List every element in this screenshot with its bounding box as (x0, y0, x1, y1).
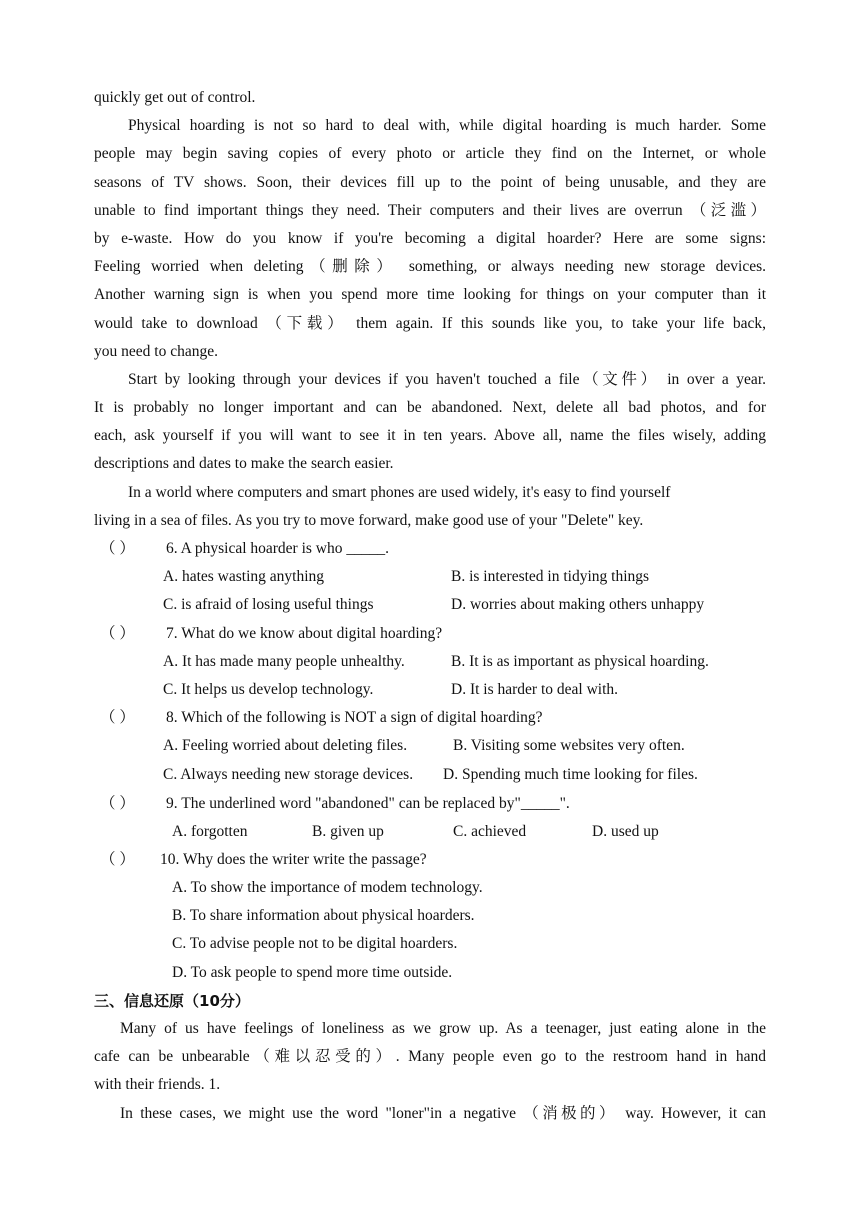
passage-line: Physical hoarding is not so hard to deal with, while digital hoarding is much harder. Some (128, 117, 766, 135)
answer-blank[interactable]: （ ） (100, 850, 135, 868)
answer-blank[interactable]: （ ） (100, 794, 135, 812)
option-b: B. To share information about physical hoarders. (172, 907, 475, 925)
question-stem: 10. Why does the writer write the passage? (160, 850, 427, 868)
passage-line: each, ask yourself if you will want to see it in ten years. Above all, name the files wisely, adding (94, 427, 766, 445)
reading-passage (94, 84, 766, 535)
passage-line: unable to find important things they need. Their computers and their lives are overrun （泛滥） (94, 201, 766, 219)
passage-line: by e-waste. How do you know if you're becoming a digital hoarder? Here are some signs: (94, 229, 766, 247)
option-d: D. worries about making others unhappy (451, 596, 705, 614)
question-stem: 7. What do we know about digital hoarding? (166, 624, 443, 642)
option-d: D. It is harder to deal with. (451, 680, 619, 698)
section-heading: 三、信息还原（10分） (94, 991, 250, 1010)
passage-line: would take to download （下载） them again. If this sounds like you, to take your life back, (94, 314, 766, 332)
option-a: A. forgotten (172, 822, 248, 840)
option-c: C. It helps us develop technology. (163, 680, 374, 698)
option-d: D. Spending much time looking for files. (443, 765, 698, 783)
section-line: cafe can be unbearable（难以忍受的）. Many people even go to the restroom hand in hand (94, 1048, 766, 1066)
option-d: D. used up (592, 822, 659, 840)
answer-blank[interactable]: （ ） (100, 624, 135, 642)
question-10 (94, 846, 766, 987)
option-c: C. To advise people not to be digital hoarders. (172, 935, 458, 953)
passage-line: living in a sea of files. As you try to move forward, make good use of your "Delete" key. (94, 511, 644, 529)
question-8 (94, 704, 766, 789)
section-3 (94, 987, 766, 1128)
question-stem: 6. A physical hoarder is who _____. (166, 540, 390, 557)
passage-line: you need to change. (94, 342, 218, 360)
option-b: B. Visiting some websites very often. (453, 737, 685, 755)
option-b: B. given up (312, 822, 384, 840)
passage-line: people may begin saving copies of every photo or article they find on the Internet, or whole (94, 145, 766, 163)
option-a: A. To show the importance of modem technology. (172, 879, 483, 897)
option-a: A. hates wasting anything (163, 568, 325, 586)
passage-line: Start by looking through your devices if you haven't touched a file（文件） in over a year. (128, 370, 766, 388)
question-9 (94, 789, 766, 846)
answer-blank[interactable]: （ ） (100, 540, 135, 557)
option-c: C. achieved (453, 822, 527, 840)
option-c: C. is afraid of losing useful things (163, 596, 374, 614)
question-stem: 8. Which of the following is NOT a sign of digital hoarding? (166, 709, 543, 727)
option-a: A. It has made many people unhealthy. (163, 652, 405, 670)
passage-line: quickly get out of control. (94, 89, 256, 106)
option-b: B. is interested in tidying things (451, 568, 650, 586)
section-line: with their friends. 1. (94, 1076, 221, 1094)
question-7 (94, 620, 766, 705)
option-c: C. Always needing new storage devices. (163, 765, 414, 783)
question-6 (94, 535, 766, 620)
exam-page (94, 84, 766, 1128)
option-b: B. It is as important as physical hoarding. (451, 652, 709, 670)
passage-line: descriptions and dates to make the search easier. (94, 455, 394, 473)
answer-blank[interactable]: （ ） (100, 709, 135, 727)
section-line: In these cases, we might use the word "loner"in a negative （消极的） way. However, it can (120, 1104, 766, 1122)
question-stem: 9. The underlined word "abandoned" can be replaced by"_____". (166, 794, 570, 812)
section-line: Many of us have feelings of loneliness as we grow up. As a teenager, just eating alone in the (120, 1020, 766, 1037)
passage-line: Another warning sign is when you spend more time looking for things on your computer than it (94, 286, 766, 304)
passage-line: Feeling worried when deleting（删除） something, or always needing new storage devices. (94, 258, 766, 276)
option-d: D. To ask people to spend more time outside. (172, 963, 453, 981)
passage-line: In a world where computers and smart phones are used widely, it's easy to find yourself (128, 483, 671, 501)
passage-line: It is probably no longer important and can be abandoned. Next, delete all bad photos, and for (94, 399, 766, 417)
option-a: A. Feeling worried about deleting files. (163, 737, 408, 755)
passage-line: seasons of TV shows. Soon, their devices fill up to the point of being unusable, and they are (94, 173, 766, 191)
